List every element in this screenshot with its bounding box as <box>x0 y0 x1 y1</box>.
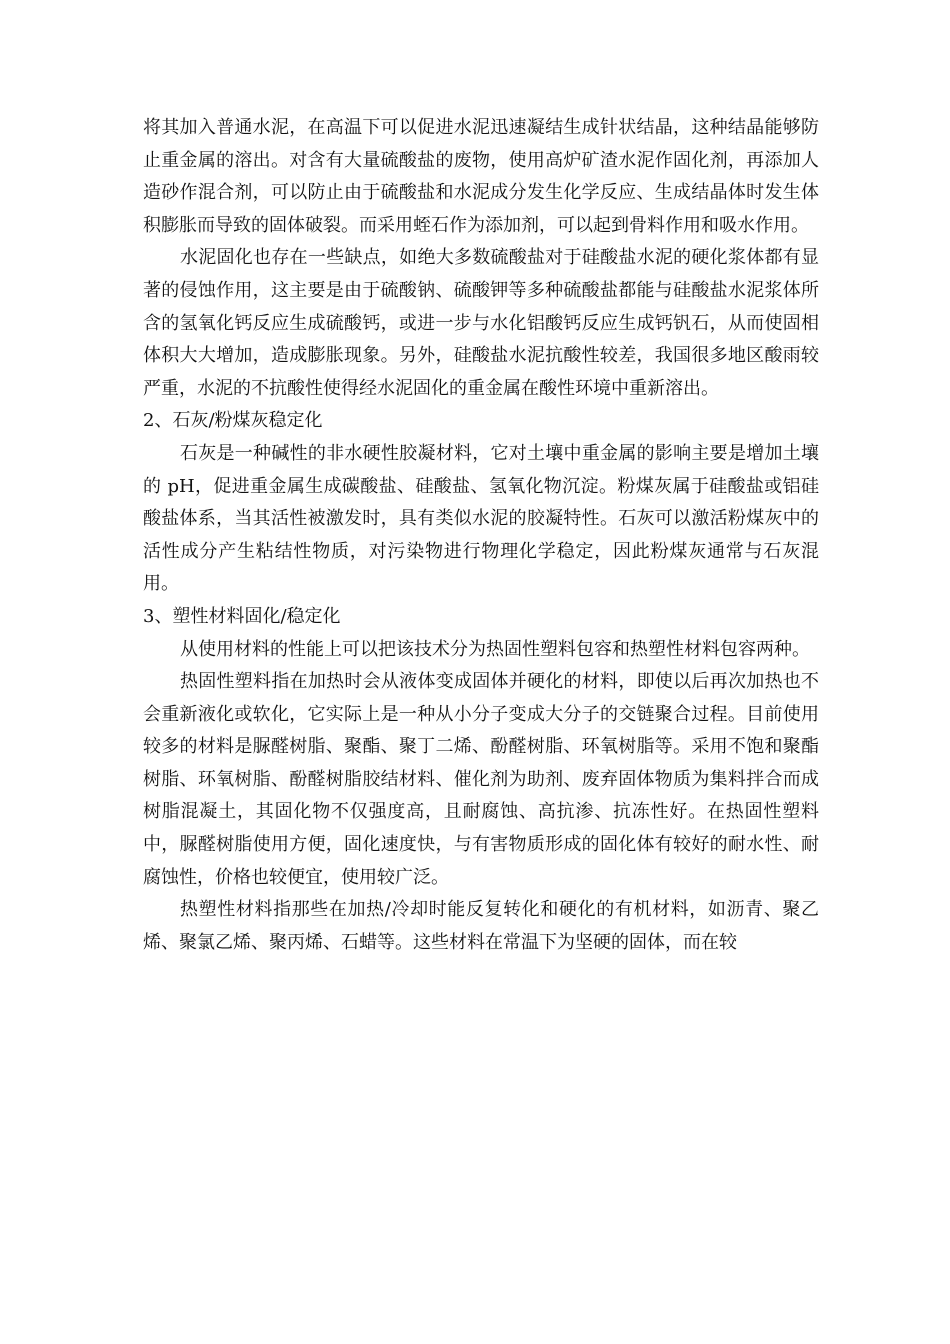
document-page <box>143 112 819 959</box>
paragraph-cement-drawbacks: 水泥固化也存在一些缺点，如绝大多数硫酸盐对于硅酸盐水泥的硬化浆体都有显著的侵蚀作用，这主要是由于硫酸钠、硫酸钾等多种硫酸盐都能与硅酸盐水泥浆体所含的氢氧化钙反应生成硫酸钙，或进一步与水化铝酸钙反应生成钙钒石，从而使固相体积大大增加，造成膨胀现象。另外，硅酸盐水泥抗酸性较差，我国很多地区酸雨较严重，水泥的不抗酸性使得经水泥固化的重金属在酸性环境中重新溶出。 <box>143 247 819 399</box>
paragraph-plastic-intro: 从使用材料的性能上可以把该技术分为热固性塑料包容和热塑性材料包容两种。 <box>180 638 810 660</box>
paragraph-thermoplastic: 热塑性材料指那些在加热/冷却时能反复转化和硬化的有机材料，如沥青、聚乙烯、聚氯乙烯、聚丙烯、石蜡等。这些材料在常温下为坚硬的固体，而在较 <box>143 899 819 953</box>
paragraph-lime-flyash: 石灰是一种碱性的非水硬性胶凝材料，它对土壤中重金属的影响主要是增加土壤的 pH，促进重金属生成碳酸盐、硅酸盐、氢氧化物沉淀。粉煤灰属于硅酸盐或铝硅酸盐体系，当其活性被激发时，具有类似水泥的胶凝特性。石灰可以激活粉煤灰中的活性成分产生粘结性物质，对污染物进行物理化学稳定，因此粉煤灰通常与石灰混用。 <box>143 442 819 595</box>
paragraph-cement-additives: 将其加入普通水泥，在高温下可以促进水泥迅速凝结生成针状结晶，这种结晶能够防止重金属的溶出。对含有大量硫酸盐的废物，使用高炉矿渣水泥作固化剂，再添加人造砂作混合剂，可以防止由于硫酸盐和水泥成分发生化学反应、生成结晶体时发生体积膨胀而导致的固体破裂。而采用蛭石作为添加剂，可以起到骨料作用和吸水作用。 <box>143 117 819 236</box>
section-heading-lime-flyash: 2、石灰/粉煤灰稳定化 <box>143 410 323 432</box>
paragraph-thermoset: 热固性塑料指在加热时会从液体变成固体并硬化的材料，即使以后再次加热也不会重新液化或软化，它实际上是一种从小分子变成大分子的交链聚合过程。目前使用较多的材料是脲醛树脂、聚酯、聚丁二烯、酚醛树脂、环氧树脂等。采用不饱和聚酯树脂、环氧树脂、酚醛树脂胶结材料、催化剂为助剂、废弃固体物质为集料拌合而成树脂混凝土，其固化物不仅强度高，且耐腐蚀、高抗渗、抗冻性好。在热固性塑料中，脲醛树脂使用方便，固化速度快，与有害物质形成的固化体有较好的耐水性、耐腐蚀性，价格也较便宜，使用较广泛。 <box>143 671 819 888</box>
section-heading-plastic-materials: 3、塑性材料固化/稳定化 <box>143 605 341 627</box>
